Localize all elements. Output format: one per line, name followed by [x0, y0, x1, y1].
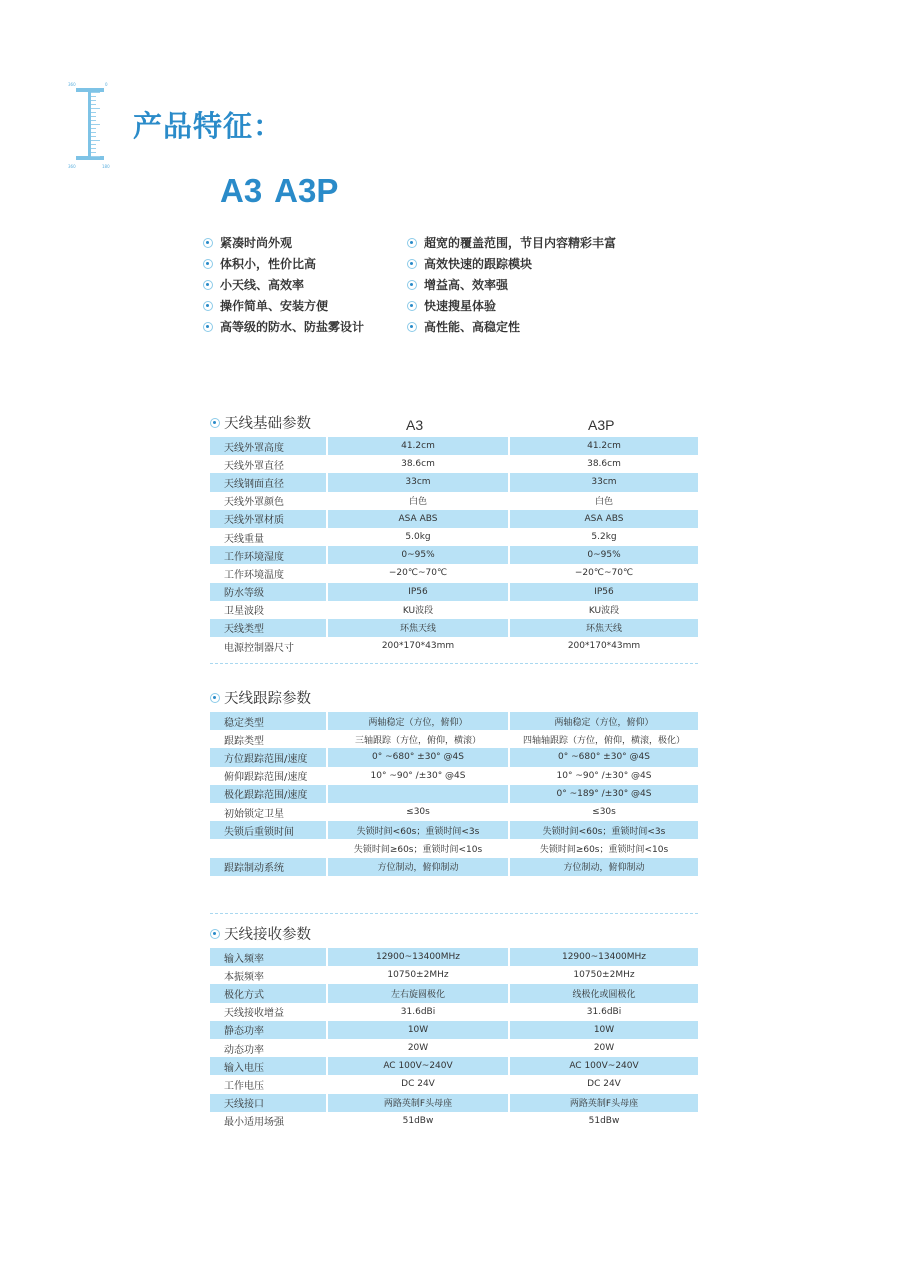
value-a3: 白色	[408, 497, 427, 508]
ruler-tick	[91, 92, 100, 93]
value-a3: 31.6dBi	[400, 1006, 436, 1017]
ruler-label: 360	[68, 82, 76, 87]
value-a3: ASA ABS	[328, 510, 508, 528]
ruler-tick	[91, 156, 100, 157]
page-title: 产品特征：	[133, 109, 284, 143]
row-label: 天线外罩高度	[210, 437, 326, 455]
section-title: 天线接收参数	[210, 923, 311, 944]
table-row	[210, 1075, 698, 1093]
circle-dot-icon	[203, 301, 213, 311]
table-row	[210, 1039, 698, 1057]
table-row	[210, 785, 698, 803]
row-label: 失锁后重锁时间	[210, 821, 326, 839]
ruler-tick	[91, 116, 96, 117]
table-row	[210, 767, 698, 785]
circle-dot-icon	[407, 238, 417, 248]
spec-table	[210, 948, 698, 1130]
feature-item: 高等级的防水、防盐雾设计	[203, 316, 364, 337]
value-a3p: 0° ~680° ±30° @4S	[510, 748, 698, 766]
feature-item: 高效快速的跟踪模块	[407, 253, 616, 274]
model-title: A3 A3P	[220, 172, 339, 209]
row-label: 俯仰跟踪范围/速度	[224, 772, 308, 784]
value-a3p: 10W	[510, 1021, 698, 1039]
value-a3: 失锁时间≥60s；重锁时间<10s	[353, 844, 483, 855]
circle-dot-icon	[407, 301, 417, 311]
value-a3p: 31.6dBi	[586, 1006, 622, 1017]
value-a3p: 51dBw	[588, 1115, 620, 1126]
circle-dot-icon	[210, 929, 220, 939]
circle-dot-icon	[407, 280, 417, 290]
table-row	[210, 1094, 698, 1112]
value-a3: ≤30s	[406, 807, 430, 818]
value-a3: 51dBw	[402, 1115, 434, 1126]
value-a3: 两路英制F头母座	[328, 1094, 508, 1112]
value-a3: 环焦天线	[328, 619, 508, 637]
row-label: 天线钢面直径	[210, 473, 326, 491]
table-row	[210, 637, 698, 655]
table-row	[210, 546, 698, 564]
row-label: 输入电压	[210, 1057, 326, 1075]
value-a3	[328, 785, 508, 803]
row-label: 极化方式	[210, 984, 326, 1002]
feature-item: 快速搜星体验	[407, 295, 616, 316]
circle-dot-icon	[203, 322, 213, 332]
row-label: 方位跟踪范围/速度	[210, 748, 326, 766]
value-a3: 两轴稳定（方位，俯仰）	[328, 712, 508, 730]
table-row	[210, 437, 698, 455]
row-label: 天线外罩颜色	[224, 497, 284, 509]
row-label: 防水等级	[210, 583, 326, 601]
value-a3p: 四轴轴跟踪（方位，俯仰，横滚，极化）	[522, 735, 685, 746]
value-a3: 5.0kg	[405, 532, 431, 543]
row-label: 天线重量	[224, 533, 264, 545]
circle-dot-icon	[203, 259, 213, 269]
value-a3: −20℃~70℃	[388, 568, 448, 579]
circle-dot-icon	[210, 693, 220, 703]
circle-dot-icon	[407, 322, 417, 332]
table-row	[210, 564, 698, 582]
section-title: 天线基础参数	[210, 412, 311, 433]
value-a3: 10750±2MHz	[387, 970, 449, 981]
table-row	[210, 510, 698, 528]
table-row	[210, 455, 698, 473]
section-header	[210, 922, 698, 944]
value-a3p: 线极化或圆极化	[510, 984, 698, 1002]
value-a3: 0~95%	[328, 546, 508, 564]
section-title: 天线跟踪参数	[210, 687, 311, 708]
row-label: 初始锁定卫星	[224, 808, 284, 820]
row-label: 输入频率	[210, 948, 326, 966]
spec-section-receive	[210, 922, 698, 1130]
row-label: 工作环境温度	[224, 569, 284, 581]
ruler-tick	[91, 140, 100, 141]
value-a3p: 41.2cm	[510, 437, 698, 455]
value-a3: IP56	[328, 583, 508, 601]
row-label: 动态功率	[224, 1044, 264, 1056]
value-a3p: 白色	[594, 497, 613, 508]
table-row	[210, 1003, 698, 1021]
value-a3p: 失锁时间≥60s；重锁时间<10s	[539, 844, 669, 855]
value-a3p: DC 24V	[587, 1079, 621, 1090]
value-a3: 20W	[407, 1043, 429, 1054]
value-a3: 方位制动，俯仰制动	[328, 858, 508, 876]
value-a3: 0° ~680° ±30° @4S	[328, 748, 508, 766]
value-a3: 10W	[328, 1021, 508, 1039]
spec-table	[210, 712, 698, 876]
ruler-tick	[91, 100, 96, 101]
table-row	[210, 1021, 698, 1039]
row-label: 最小适用场强	[224, 1117, 284, 1129]
ruler-tick	[91, 128, 96, 129]
value-a3p: 0° ~189° /±30° @4S	[510, 785, 698, 803]
value-a3p: 38.6cm	[587, 459, 621, 470]
column-header-a3: A3	[406, 417, 424, 433]
table-row	[210, 966, 698, 984]
value-a3p: 失锁时间<60s；重锁时间<3s	[510, 821, 698, 839]
table-row	[210, 748, 698, 766]
ruler-tick	[91, 96, 96, 97]
row-label: 天线外罩材质	[210, 510, 326, 528]
ruler-label: 0	[105, 82, 108, 87]
circle-dot-icon	[210, 418, 220, 428]
section-header	[210, 411, 698, 433]
value-a3p: ≤30s	[592, 807, 616, 818]
value-a3: 失锁时间<60s；重锁时间<3s	[328, 821, 508, 839]
value-a3p: 方位制动，俯仰制动	[510, 858, 698, 876]
row-label: 天线外罩直径	[224, 460, 284, 472]
column-header-a3p: A3P	[588, 417, 615, 433]
table-row	[210, 948, 698, 966]
table-row	[210, 583, 698, 601]
value-a3p: IP56	[510, 583, 698, 601]
value-a3p: 环焦天线	[510, 619, 698, 637]
feature-item: 增益高、效率强	[407, 274, 616, 295]
feature-item: 紧凑时尚外观	[203, 232, 364, 253]
section-header	[210, 686, 698, 708]
feature-item: 体积小，性价比高	[203, 253, 364, 274]
ruler-decoration	[66, 82, 116, 172]
table-row	[210, 730, 698, 748]
row-label: 天线类型	[210, 619, 326, 637]
value-a3p: 12900~13400MHz	[510, 948, 698, 966]
value-a3: 三轴跟踪（方位，俯仰，横滚）	[354, 735, 481, 746]
feature-item: 超宽的覆盖范围，节目内容精彩丰富	[407, 232, 616, 253]
value-a3: DC 24V	[401, 1079, 435, 1090]
value-a3p: AC 100V~240V	[510, 1057, 698, 1075]
divider	[210, 913, 698, 914]
value-a3: 12900~13400MHz	[328, 948, 508, 966]
value-a3p: KU波段	[588, 606, 620, 617]
table-row	[210, 712, 698, 730]
ruler-tick	[91, 132, 96, 133]
row-label: 电源控制器尺寸	[224, 642, 294, 654]
value-a3: 38.6cm	[401, 459, 435, 470]
feature-item: 小天线、高效率	[203, 274, 364, 295]
circle-dot-icon	[203, 280, 213, 290]
table-row	[210, 821, 698, 839]
value-a3p: ASA ABS	[510, 510, 698, 528]
value-a3: AC 100V~240V	[328, 1057, 508, 1075]
feature-list-left	[203, 232, 364, 337]
row-label: 跟踪类型	[224, 735, 264, 747]
value-a3p: 200*170*43mm	[567, 641, 641, 652]
table-row	[210, 492, 698, 510]
value-a3: 10° ~90° /±30° @4S	[370, 770, 466, 781]
value-a3p: 10750±2MHz	[573, 970, 635, 981]
ruler-tick	[91, 124, 100, 125]
spec-table	[210, 437, 698, 655]
value-a3p: −20℃~70℃	[574, 568, 634, 579]
value-a3p: 两轴稳定（方位，俯仰）	[510, 712, 698, 730]
ruler-label: 180	[102, 164, 110, 169]
table-row	[210, 984, 698, 1002]
table-row	[210, 803, 698, 821]
table-row	[210, 473, 698, 491]
row-label: 工作电压	[224, 1080, 264, 1092]
value-a3p: 0~95%	[510, 546, 698, 564]
feature-item: 高性能、高稳定性	[407, 316, 616, 337]
value-a3: 33cm	[328, 473, 508, 491]
value-a3p: 10° ~90° /±30° @4S	[556, 770, 652, 781]
value-a3p: 两路英制F头母座	[510, 1094, 698, 1112]
spec-section-tracking	[210, 686, 698, 876]
row-label: 本振频率	[224, 971, 264, 983]
ruler-tick	[91, 152, 96, 153]
row-label: 卫星波段	[224, 606, 264, 618]
ruler-tick	[91, 136, 96, 137]
table-row	[210, 601, 698, 619]
circle-dot-icon	[407, 259, 417, 269]
row-label: 工作环境湿度	[210, 546, 326, 564]
divider	[210, 663, 698, 664]
value-a3p: 5.2kg	[591, 532, 617, 543]
ruler-tick	[91, 120, 96, 121]
value-a3: KU波段	[402, 606, 434, 617]
value-a3: 200*170*43mm	[381, 641, 455, 652]
value-a3: 左右旋圆极化	[328, 984, 508, 1002]
table-row	[210, 528, 698, 546]
table-row	[210, 839, 698, 857]
spec-section-basic	[210, 411, 698, 664]
value-a3p: 33cm	[510, 473, 698, 491]
ruler-tick	[91, 104, 96, 105]
value-a3p: 20W	[593, 1043, 615, 1054]
ruler-tick	[91, 112, 96, 113]
feature-item: 操作简单、安装方便	[203, 295, 364, 316]
circle-dot-icon	[203, 238, 213, 248]
row-label	[210, 839, 326, 857]
ruler-label: 360	[68, 164, 76, 169]
feature-list-right	[407, 232, 616, 337]
row-label: 稳定类型	[210, 712, 326, 730]
ruler-tick	[91, 148, 96, 149]
table-row	[210, 858, 698, 876]
ruler-tick	[91, 144, 96, 145]
value-a3: 41.2cm	[328, 437, 508, 455]
row-label: 天线接口	[210, 1094, 326, 1112]
ruler-tick	[91, 108, 100, 109]
row-label: 天线接收增益	[224, 1008, 284, 1020]
row-label: 静态功率	[210, 1021, 326, 1039]
table-row	[210, 1112, 698, 1130]
table-row	[210, 1057, 698, 1075]
row-label: 极化跟踪范围/速度	[210, 785, 326, 803]
row-label: 跟踪制动系统	[210, 858, 326, 876]
table-row	[210, 619, 698, 637]
